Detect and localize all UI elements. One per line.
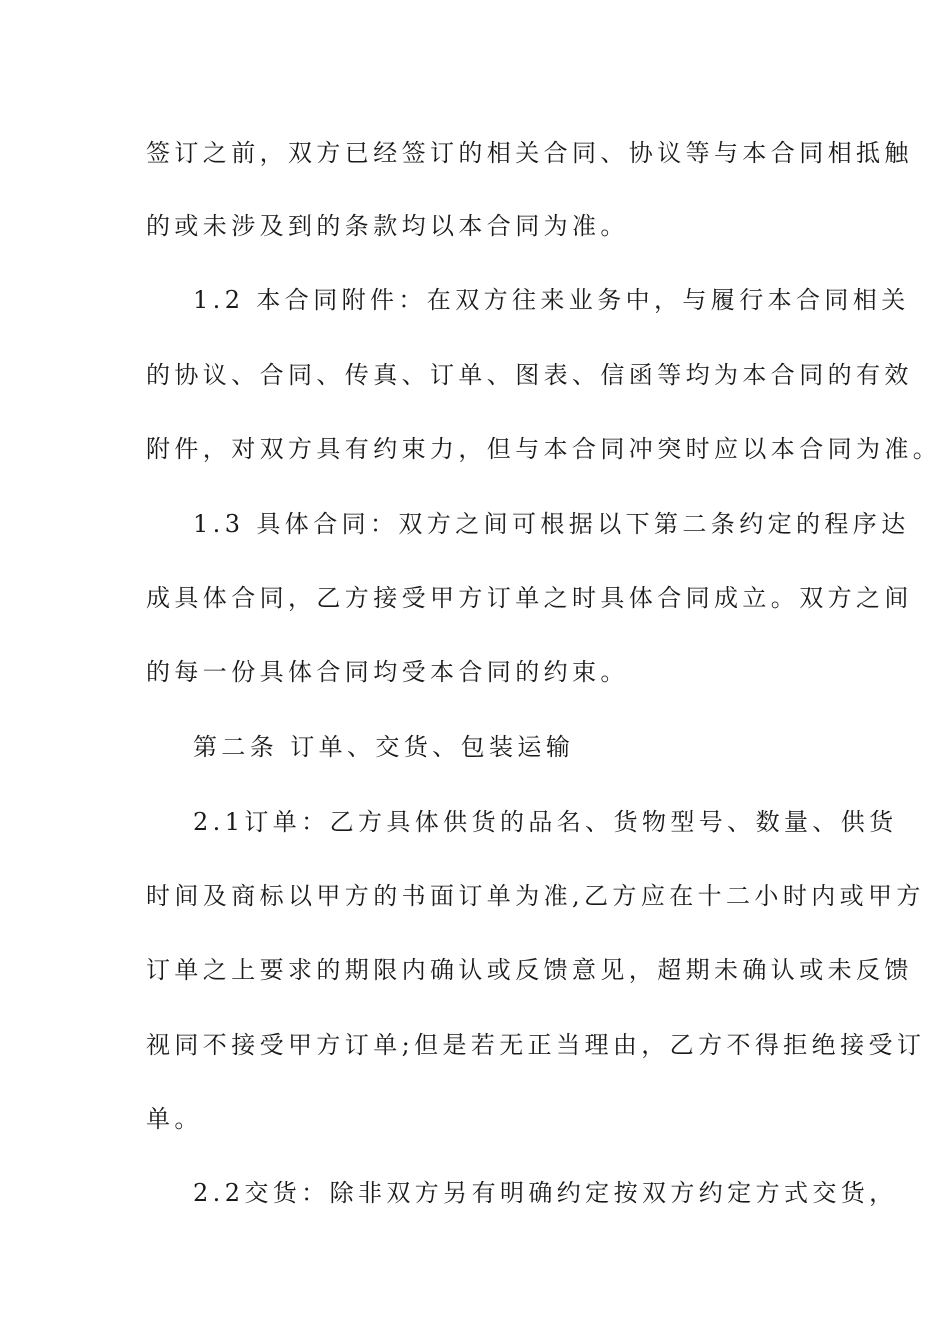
text-line: 单。: [146, 1105, 203, 1133]
section-heading: 第二条 订单、交货、包装运输: [193, 733, 575, 761]
text-line: 的或未涉及到的条款均以本合同为准。: [146, 212, 629, 240]
text-line: 成具体合同，乙方接受甲方订单之时具体合同成立。双方之间: [146, 584, 913, 612]
text-line: 附件，对双方具有约束力，但与本合同冲突时应以本合同为准。: [146, 435, 942, 463]
text-line: 2.1订单：乙方具体供货的品名、货物型号、数量、供货: [193, 808, 898, 836]
text-line: 签订之前，双方已经签订的相关合同、协议等与本合同相抵触: [146, 139, 913, 167]
text-line: 视同不接受甲方订单;但是若无正当理由，乙方不得拒绝接受订: [146, 1031, 926, 1059]
text-line: 2.2交货：除非双方另有明确约定按双方约定方式交货，: [193, 1179, 898, 1207]
text-line: 订单之上要求的期限内确认或反馈意见，超期未确认或未反馈: [146, 956, 913, 984]
text-line: 时间及商标以甲方的书面订单为准,乙方应在十二小时内或甲方: [146, 882, 925, 910]
text-line: 的每一份具体合同均受本合同的约束。: [146, 658, 629, 686]
text-line: 1.2 本合同附件：在双方往来业务中，与履行本合同相关: [193, 286, 910, 314]
text-line: 1.3 具体合同：双方之间可根据以下第二条约定的程序达: [193, 510, 910, 538]
text-line: 的协议、合同、传真、订单、图表、信函等均为本合同的有效: [146, 361, 913, 389]
